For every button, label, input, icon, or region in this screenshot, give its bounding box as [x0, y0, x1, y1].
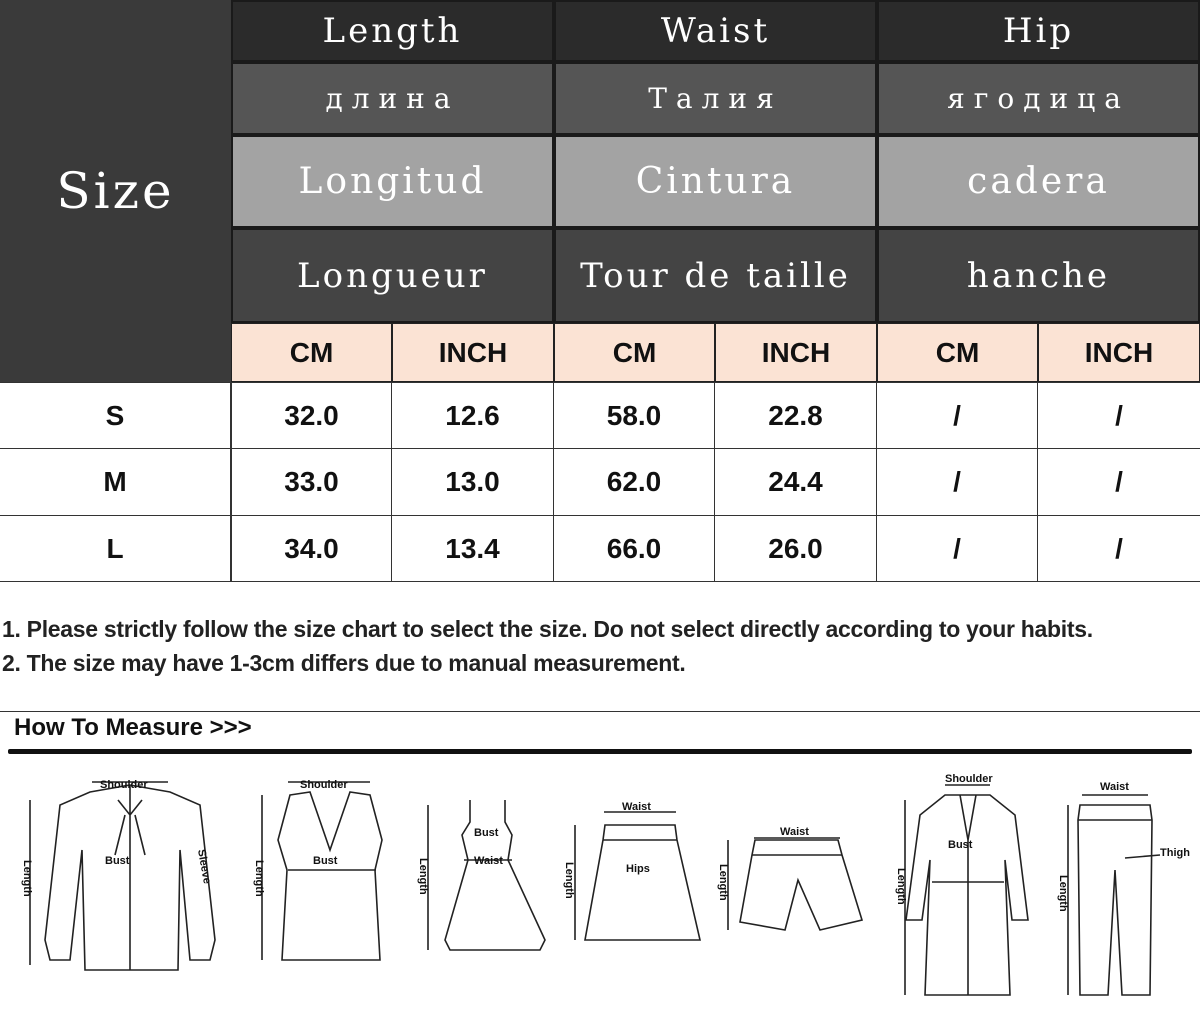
garment-label: Shoulder — [300, 779, 348, 791]
size-table-body — [0, 382, 1200, 581]
header-length-fr: Longueur — [231, 228, 554, 323]
note-1: 1. Please strictly follow the size chart to select the size. Do not select directly according to your habits. — [2, 616, 1093, 642]
garment-illustrations — [0, 760, 1200, 1015]
garment-label: Bust — [313, 855, 338, 867]
garment-label: Hips — [626, 863, 650, 875]
table-cell: 13.4 — [392, 516, 554, 582]
section-divider — [0, 711, 1200, 712]
garment-label: Length — [21, 860, 33, 897]
header-hip: Hip — [877, 0, 1200, 62]
shorts-illustration — [717, 826, 862, 930]
garment-label: Thigh — [1160, 847, 1190, 859]
size-header — [0, 0, 231, 382]
row-size-l: L — [0, 516, 231, 582]
table-cell: 58.0 — [554, 383, 715, 449]
size-header-label: Size — [56, 162, 175, 220]
header-length: Length — [231, 0, 554, 62]
measure-underline — [8, 749, 1192, 754]
garment-label: Length — [563, 862, 575, 899]
vest-illustration — [253, 779, 382, 960]
unit-waist-inch: INCH — [715, 323, 877, 382]
header-hip-ru: ягодица — [877, 62, 1200, 135]
header-hip-es: cadera — [877, 135, 1200, 228]
garment-label: Bust — [474, 827, 499, 839]
unit-hip-cm: CM — [877, 323, 1038, 382]
table-cell: 32.0 — [231, 383, 392, 449]
dress-illustration — [417, 800, 545, 950]
pants-illustration — [1057, 781, 1190, 995]
header-length-es: Longitud — [231, 135, 554, 228]
table-cell: / — [877, 449, 1038, 516]
shirt-illustration — [21, 779, 215, 970]
table-cell: / — [1038, 449, 1200, 516]
garment-label: Length — [253, 860, 265, 897]
garment-label: Length — [717, 864, 729, 901]
table-cell: / — [877, 383, 1038, 449]
garment-label: Waist — [474, 855, 503, 867]
garment-label: Bust — [948, 839, 973, 851]
garment-label: Shoulder — [100, 779, 148, 791]
header-waist: Waist — [554, 0, 877, 62]
garment-label: Bust — [105, 855, 130, 867]
header-length-ru: длина — [231, 62, 554, 135]
table-cell: 13.0 — [392, 449, 554, 516]
table-cell: / — [1038, 516, 1200, 582]
coat-illustration — [895, 773, 1028, 995]
table-cell: 12.6 — [392, 383, 554, 449]
row-size-s: S — [0, 383, 231, 449]
table-cell: 62.0 — [554, 449, 715, 516]
garment-label: Shoulder — [945, 773, 993, 785]
header-waist-ru: Талия — [554, 62, 877, 135]
table-cell: 22.8 — [715, 383, 877, 449]
how-to-measure-title: How To Measure >>> — [14, 714, 252, 741]
garment-label: Length — [895, 868, 907, 905]
garment-label: Length — [417, 858, 429, 895]
table-cell: / — [877, 516, 1038, 582]
table-cell: 26.0 — [715, 516, 877, 582]
note-2: 2. The size may have 1-3cm differs due to manual measurement. — [2, 650, 686, 676]
garment-label: Length — [1057, 875, 1069, 912]
header-waist-es: Cintura — [554, 135, 877, 228]
garment-label: Waist — [622, 801, 651, 813]
garment-label: Waist — [1100, 781, 1129, 793]
unit-hip-inch: INCH — [1038, 323, 1200, 382]
garment-label: Sleeve — [195, 848, 213, 885]
skirt-illustration — [563, 801, 700, 940]
unit-length-cm: CM — [231, 323, 392, 382]
garment-label: Waist — [780, 826, 809, 838]
table-cell: 33.0 — [231, 449, 392, 516]
table-cell: 24.4 — [715, 449, 877, 516]
unit-waist-cm: CM — [554, 323, 715, 382]
table-cell: 66.0 — [554, 516, 715, 582]
table-cell: 34.0 — [231, 516, 392, 582]
header-waist-fr: Tour de taille — [554, 228, 877, 323]
row-size-m: M — [0, 449, 231, 516]
unit-length-inch: INCH — [392, 323, 554, 382]
table-cell: / — [1038, 383, 1200, 449]
header-hip-fr: hanche — [877, 228, 1200, 323]
